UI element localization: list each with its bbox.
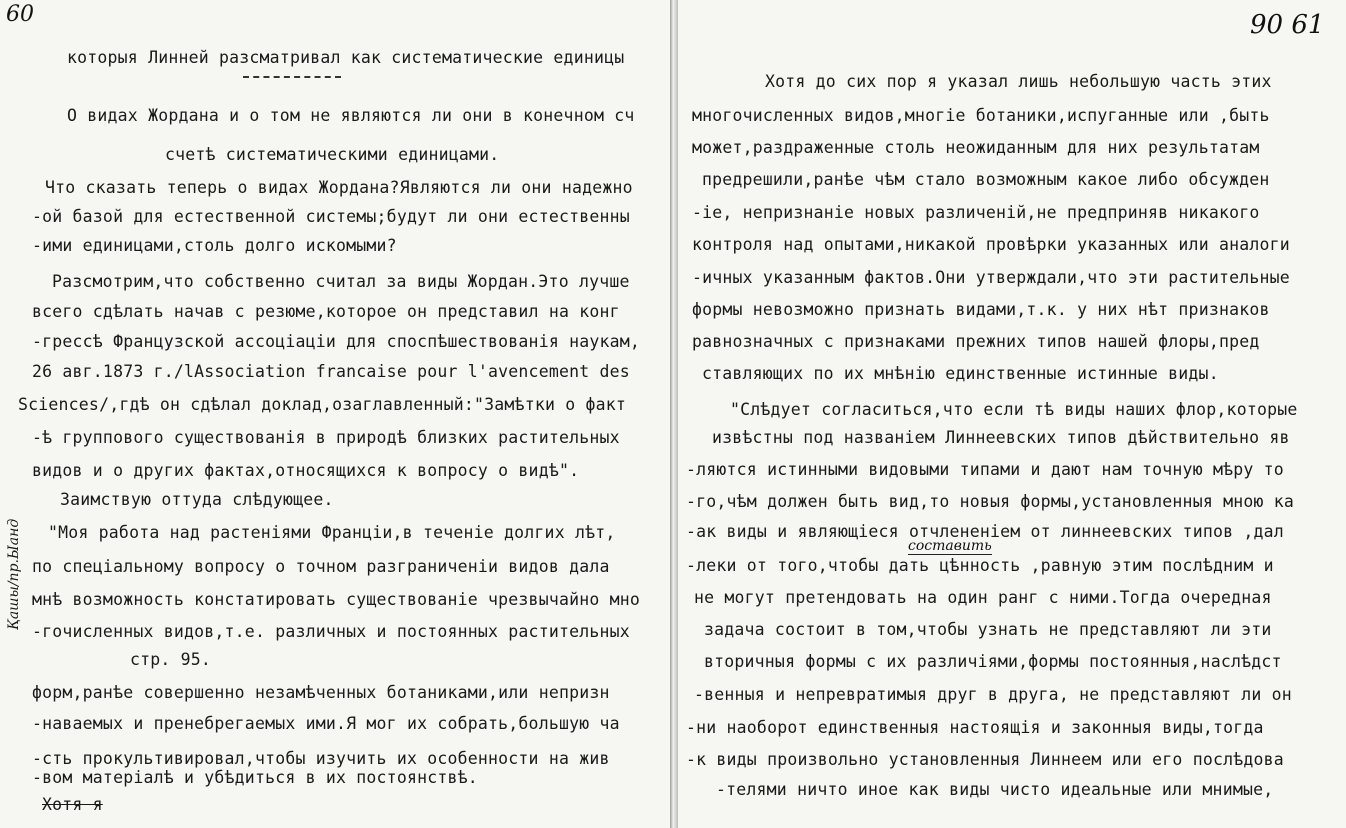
text-line: -ѣ группового существованія в природѣ близких растительных — [32, 428, 620, 447]
text-line: -венныя и непревратимыя друг в друга, не представляют ли он — [694, 685, 1292, 704]
text-line: -телями ничто иное как виды чисто идеальные или мнимые, — [716, 780, 1274, 799]
section-heading: О видах Жордана и о том не являются ли они в конечном сч — [67, 106, 635, 125]
text-line: не могут претендовать на один ранг с ними.Тогда очередная — [694, 588, 1272, 607]
margin-note: Қашы/пр.Ыанд — [6, 518, 22, 630]
text-line: -леки от того,чтобы дать цѣнность ,равную этим послѣдним и — [686, 556, 1274, 575]
left-page — [0, 0, 670, 828]
right-page — [678, 0, 1346, 828]
text-line: -ак виды и являющіеся отчлененіем от линнеевских типов ,дал — [686, 522, 1284, 541]
text-line: равнозначных с признаками прежних типов нашей флоры,пред — [692, 332, 1260, 351]
text-line: -вом матеріалѣ и убѣдиться в их постоянствѣ. — [32, 768, 478, 787]
text-line: -ни наоборот единственныя настоящія и законныя виды,тогда — [686, 718, 1264, 737]
text-line: "Моя работа над растеніями Франціи,в теченіе долгих лѣт, — [48, 523, 616, 542]
text-line: извѣстны под названіем Линнеевских типов дѣйствительно яв — [712, 428, 1290, 447]
section-heading: счетѣ систематическими единицами. — [165, 145, 500, 164]
text-line: Разсмотрим,что собственно считал за виды Жордан.Это лучше — [52, 272, 630, 291]
text-line: -сть прокультивировал,чтобы изучить их особенности на жив — [32, 749, 610, 768]
text-line: -гочисленных видов,т.е. различных и постоянных растительных — [32, 622, 630, 641]
text-line: мнѣ возможность констатировать существованіе чрезвычайно мно — [32, 590, 641, 609]
text-line: Заимствую оттуда слѣдующее. — [60, 490, 334, 509]
text-line: может,раздраженные столь неожиданным для них результатам — [692, 138, 1260, 157]
page-reference: стр. 95. — [130, 650, 212, 669]
text-line: многочисленных видов,многіе ботаники,испуганные или ,быть — [692, 106, 1270, 125]
text-line: 26 авг.1873 г./lAssociation francaise pour l'avencement des — [32, 362, 630, 381]
text-line: задача состоит в том,чтобы узнать не представляют ли эти — [704, 620, 1272, 639]
text-line: -ой базой для естественной системы;будут ли они естественны — [32, 207, 630, 226]
text-line: формы невозможно признать видами,т.к. у них нѣт признаков — [692, 300, 1270, 319]
text-line: -ляются истинными видовыми типами и дают нам точную мѣру то — [686, 460, 1284, 479]
text-line: предрешили,ранѣе чѣм стало возможным какое либо обсужден — [702, 170, 1270, 189]
text-line: -го,чѣм должен быть вид,то новыя формы,установленныя мною ка — [686, 492, 1295, 511]
text-line: -іе, непризнаніе новых различеній,не предприняв никакого — [692, 203, 1260, 222]
text-line: вторичныя формы с их различіями,формы постоянныя,наслѣдст — [704, 652, 1282, 671]
text-line: ставляющих по их мнѣнію единственные истинные виды. — [702, 364, 1219, 383]
text-line: форм,ранѣе совершенно незамѣченных ботаниками,или непризн — [32, 683, 610, 702]
text-line: Sciences/,гдѣ он сдѣлал доклад,озаглавленный:"Замѣтки о факт — [18, 395, 627, 414]
text-line: -ичных указанным фактов.Они утверждали,что эти растительные — [692, 268, 1290, 287]
text-line: -ими единицами,столь долго искомыми? — [32, 236, 397, 255]
page-number-right: 90 61 — [1250, 10, 1325, 40]
text-line: "Слѣдует согласиться,что если тѣ виды наших флор,которые — [730, 400, 1298, 419]
text-line: по спеціальному вопросу о точном разграниченіи видов дала — [32, 557, 610, 576]
text-line: видов и о других фактах,относящихся к вопросу о видѣ". — [32, 461, 580, 480]
text-line: которыя Линней разсматривал как систематические единицы — [67, 48, 625, 67]
separator-dashes — [243, 76, 341, 78]
book-gutter — [670, 0, 678, 828]
text-line: -грессѣ Французской ассоціаціи для споспѣшествованія наукам, — [32, 332, 641, 351]
text-line: -наваемых и пренебрегаемых ими.Я мог их собрать,большую ча — [32, 714, 620, 733]
page-number-left: 60 — [6, 2, 34, 27]
text-line: -к виды произвольно установленныя Линнеем или его послѣдова — [686, 750, 1284, 769]
text-line: контроля над опытами,никакой провѣрки указанных или аналоги — [692, 235, 1290, 254]
struck-text: Хотя я — [42, 795, 103, 814]
text-line: всего сдѣлать начав с резюме,которое он представил на конг — [32, 302, 620, 321]
text-line: Хотя до сих пор я указал лишь небольшую часть этих — [765, 72, 1272, 91]
handwritten-insertion: составить — [908, 538, 992, 554]
text-line: Что сказать теперь о видах Жордана?Являются ли они надежно — [45, 178, 633, 197]
